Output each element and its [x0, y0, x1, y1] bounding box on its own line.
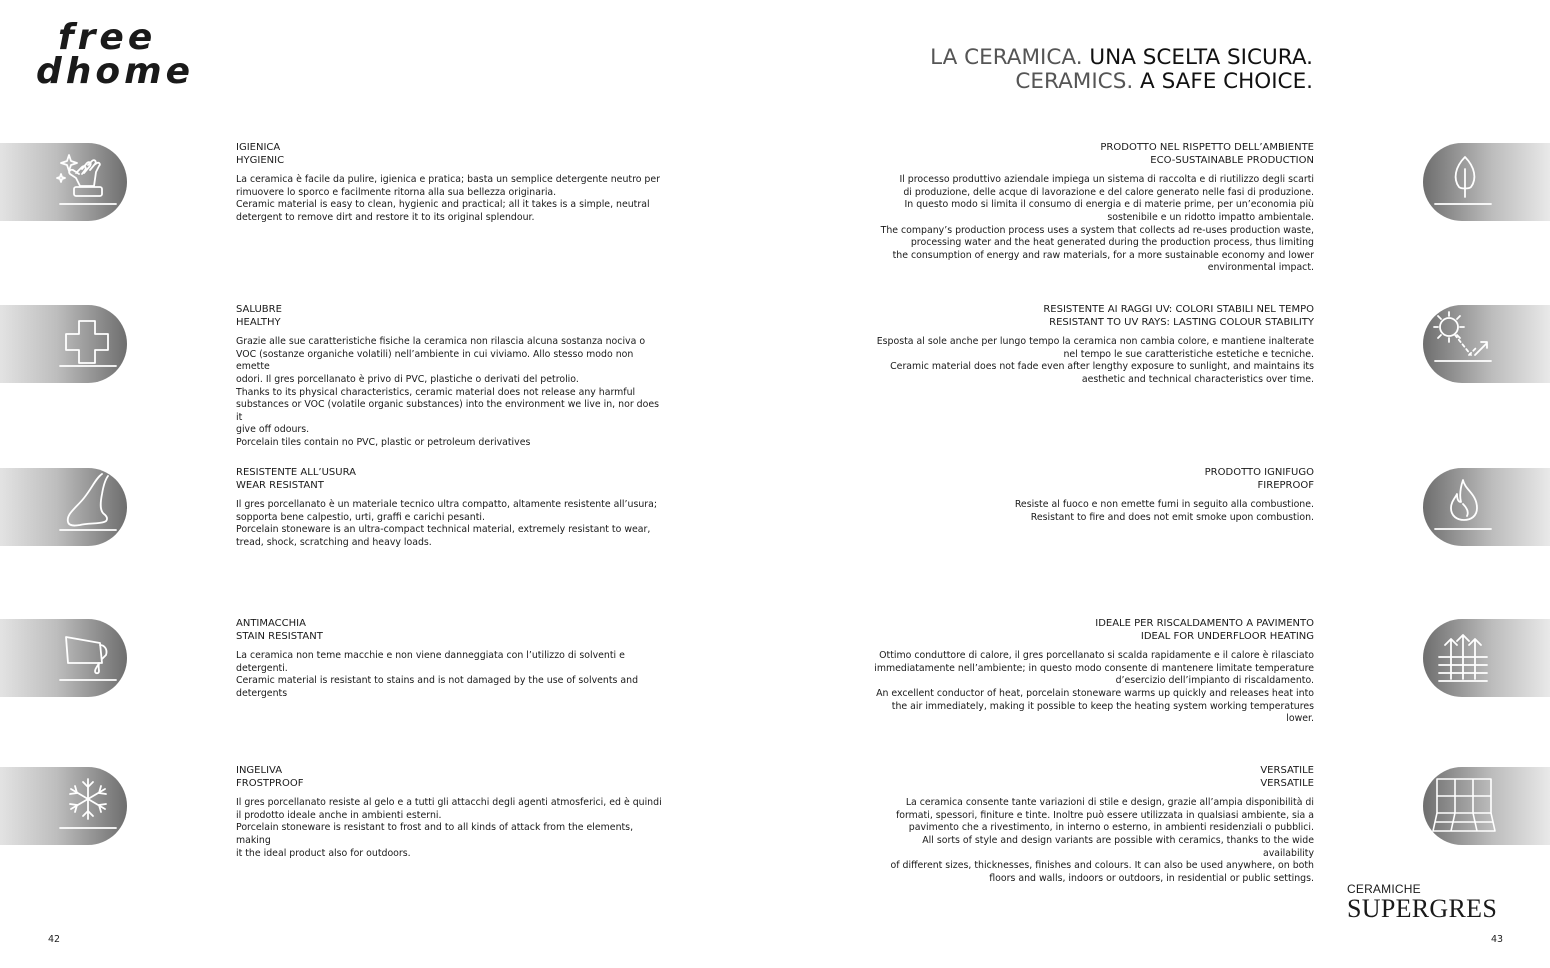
section-line: Il processo produttivo aziendale impiega un sistema di raccolta e di riutilizzo degli scarti [899, 174, 1314, 186]
foot-icon [52, 472, 122, 542]
section-heading-it: RESISTENTE AI RAGGI UV: COLORI STABILI NEL TEMPO [1043, 304, 1314, 315]
section-line: environmental impact. [1207, 262, 1314, 274]
logo-line-1: free [58, 17, 157, 58]
section-line: immediatamente nell’ambiente; in questo modo consente di mantenere limitate temperature [874, 662, 1314, 674]
section-line: All sorts of style and design variants are possible with ceramics, thanks to the wide availability [922, 834, 1314, 859]
section-line: the air immediately, making it possible to keep the heating system working temperatures lower. [891, 700, 1314, 725]
section-line: odori. Il gres porcellanato è privo di PVC, plastiche o derivati del petrolio. [236, 373, 579, 385]
leaf-icon [1429, 147, 1499, 217]
section-line: Ottimo conduttore di calore, il gres porcellanato si scalda rapidamente e il calore è rilasciato [879, 650, 1314, 662]
heating-icon-pill [1423, 619, 1550, 697]
sun-uv-icon [1429, 309, 1499, 379]
section-line: sostenibile e un ridotto impatto ambientale. [1107, 211, 1314, 223]
page-title [930, 46, 1313, 94]
section-heading-en: IDEAL FOR UNDERFLOOR HEATING [1140, 630, 1314, 642]
stain-drop-icon [52, 623, 122, 693]
section-line: Porcelain stoneware is resistant to frost and to all kinds of attack from the elements, making [236, 822, 634, 846]
section-line: tread, shock, scratching and heavy loads. [236, 536, 432, 548]
hygienic-section [236, 142, 668, 225]
section-line: detergents [236, 687, 288, 699]
section-line: detergent to remove dirt and restore it to its original splendour. [236, 211, 535, 223]
section-heading-en: VERSATILE [1260, 777, 1314, 789]
title-line-1: LA CERAMICA. UNA SCELTA SICURA. [930, 45, 1313, 70]
section-heading-it: ANTIMACCHIA [236, 618, 306, 629]
section-heading-en: RESISTANT TO UV RAYS: LASTING COLOUR STABILITY [1049, 316, 1314, 328]
section-line: d’esercizio dell’impianto di riscaldamento. [1115, 675, 1314, 687]
section-line: of different sizes, thicknesses, finishes and colours. It can also be used anywhere, on both [890, 860, 1314, 872]
section-line: VOC (sostanze organiche volatili) nell’ambiente in cui viviamo. Allo stesso modo non emette [236, 348, 634, 373]
section-line: it the ideal product also for outdoors. [236, 847, 411, 859]
section-heading-en: STAIN RESISTANT [236, 630, 323, 642]
section-line: pavimento che a rivestimento, in interno o esterno, in ambienti residenziali o pubblici. [908, 822, 1314, 834]
wear-resistant-icon-pill [0, 468, 127, 546]
section-line: La ceramica è facile da pulire, igienica e pratica; basta un semplice detergente neutro per [236, 174, 661, 186]
underfloor-heating-icon [1429, 623, 1499, 693]
section-line: the consumption of energy and raw materials, for a more sustainable economy and lower [892, 249, 1314, 261]
tile-grid-icon [1429, 771, 1499, 841]
section-line: Ceramic material does not fade even after lengthy exposure to sunlight, and maintains its [890, 361, 1314, 373]
section-line: rimuovere lo sporco e facilmente ritorna alla sua bellezza originaria. [236, 186, 557, 198]
section-heading-en: WEAR RESISTANT [236, 479, 324, 491]
eco-icon-pill [1423, 143, 1550, 221]
frostproof-icon-pill [0, 767, 127, 845]
section-line: floors and walls, indoors or outdoors, in residential or public settings. [989, 872, 1314, 884]
section-line: Thanks to its physical characteristics, ceramic material does not release any harmful [236, 386, 636, 398]
logo-line-2: dhome [36, 51, 195, 92]
snowflake-icon [52, 771, 122, 841]
page-number-left: 42 [48, 934, 61, 945]
flame-icon [1429, 472, 1499, 542]
section-line: An excellent conductor of heat, porcelain stoneware warms up quickly and releases heat into [876, 687, 1314, 699]
section-heading-it: PRODOTTO IGNIFUGO [1204, 467, 1314, 478]
section-heading-en: ECO-SUSTAINABLE PRODUCTION [1150, 154, 1314, 166]
hygienic-icon-pill [0, 143, 127, 221]
section-line: In questo modo si limita il consumo di energia e di materie prime, per un’economia più [904, 199, 1314, 211]
section-line: aesthetic and technical characteristics over time. [1081, 373, 1314, 385]
section-heading-it: RESISTENTE ALL’USURA [236, 467, 356, 478]
section-heading-it: SALUBRE [236, 304, 282, 315]
section-line: detergenti. [236, 662, 288, 674]
section-line: Il gres porcellanato resiste al gelo e a tutti gli attacchi degli agenti atmosferici, ed è quindi [236, 797, 662, 809]
section-line: processing water and the heat generated during the production process, thus limiting [910, 237, 1314, 249]
section-line: substances or VOC (volatile organic substances) into the environment we live in, nor does it [236, 399, 659, 423]
section-heading-it: PRODOTTO NEL RISPETTO DELL’AMBIENTE [1100, 142, 1314, 153]
brand-line-2: SUPERGRES [1347, 894, 1498, 923]
freedhome-logo [36, 17, 195, 92]
section-heading-it: VERSATILE [1260, 765, 1314, 776]
stain-resistant-section [236, 618, 668, 701]
fireproof-icon-pill [1423, 468, 1550, 546]
section-line: Porcelain tiles contain no PVC, plastic or petroleum derivatives [236, 436, 531, 448]
frostproof-section [236, 765, 668, 860]
cleaning-hand-icon [52, 147, 122, 217]
section-line: give off odours. [236, 424, 310, 436]
wear-resistant-section [236, 467, 668, 550]
section-heading-en: HEALTHY [236, 316, 281, 328]
section-heading-it: IDEALE PER RISCALDAMENTO A PAVIMENTO [1095, 618, 1314, 629]
section-line: Ceramic material is easy to clean, hygienic and practical; all it takes is a simple, neutral [236, 199, 650, 211]
healthy-icon-pill [0, 305, 127, 383]
title-line-2: CERAMICS. A SAFE CHOICE. [1015, 69, 1313, 94]
section-line: il prodotto ideale anche in ambienti esterni. [236, 809, 442, 821]
healthy-section [236, 304, 668, 450]
section-line: Esposta al sole anche per lungo tempo la ceramica non cambia colore, e mantiene inalterate [876, 336, 1314, 348]
section-line: Il gres porcellanato è un materiale tecnico ultra compatto, altamente resistente all’usura; [236, 499, 658, 511]
section-line: The company’s production process uses a system that collects ad re-uses production waste, [880, 224, 1314, 236]
uv-section [874, 304, 1314, 387]
section-heading-it: IGIENICA [236, 142, 281, 153]
health-cross-icon [52, 309, 122, 379]
versatile-icon-pill [1423, 767, 1550, 845]
section-line: formati, spessori, finiture e tinte. Inoltre può essere utilizzata in qualsiasi ambiente, sia a [895, 809, 1314, 821]
section-line: La ceramica consente tante variazioni di stile e design, grazie all’ampia disponibilità di [905, 797, 1314, 809]
page-number-right: 43 [1491, 934, 1504, 945]
section-line: Resiste al fuoco e non emette fumi in seguito alla combustione. [1014, 499, 1314, 511]
section-line: La ceramica non teme macchie e non viene danneggiata con l’utilizzo di solventi e [236, 650, 625, 662]
section-line: nel tempo le sue caratteristiche estetiche e tecniche. [1063, 348, 1314, 360]
eco-section [874, 142, 1314, 275]
section-line: sopporta bene calpestio, urti, graffi e carichi pesanti. [236, 511, 485, 523]
section-line: Resistant to fire and does not emit smoke upon combustion. [1030, 511, 1314, 523]
section-line: Grazie alle sue caratteristiche fisiche la ceramica non rilascia alcuna sostanza nociva o [236, 336, 646, 348]
section-heading-en: FROSTPROOF [236, 777, 304, 789]
section-heading-en: HYGIENIC [236, 154, 285, 166]
stain-resistant-icon-pill [0, 619, 127, 697]
fireproof-section [874, 467, 1314, 524]
brand-line-1: CERAMICHE [1347, 882, 1421, 896]
heating-section [874, 618, 1314, 726]
section-line: Porcelain stoneware is an ultra-compact technical material, extremely resistant to wear, [236, 524, 651, 536]
section-line: di produzione, delle acque di lavorazione e del calore generato nelle fasi di produzione. [903, 186, 1314, 198]
section-line: Ceramic material is resistant to stains and is not damaged by the use of solvents and [236, 675, 639, 687]
versatile-section [874, 765, 1314, 885]
uv-icon-pill [1423, 305, 1550, 383]
section-heading-it: INGELIVA [236, 765, 283, 776]
supergres-logo [1347, 882, 1497, 922]
section-heading-en: FIREPROOF [1257, 479, 1314, 491]
